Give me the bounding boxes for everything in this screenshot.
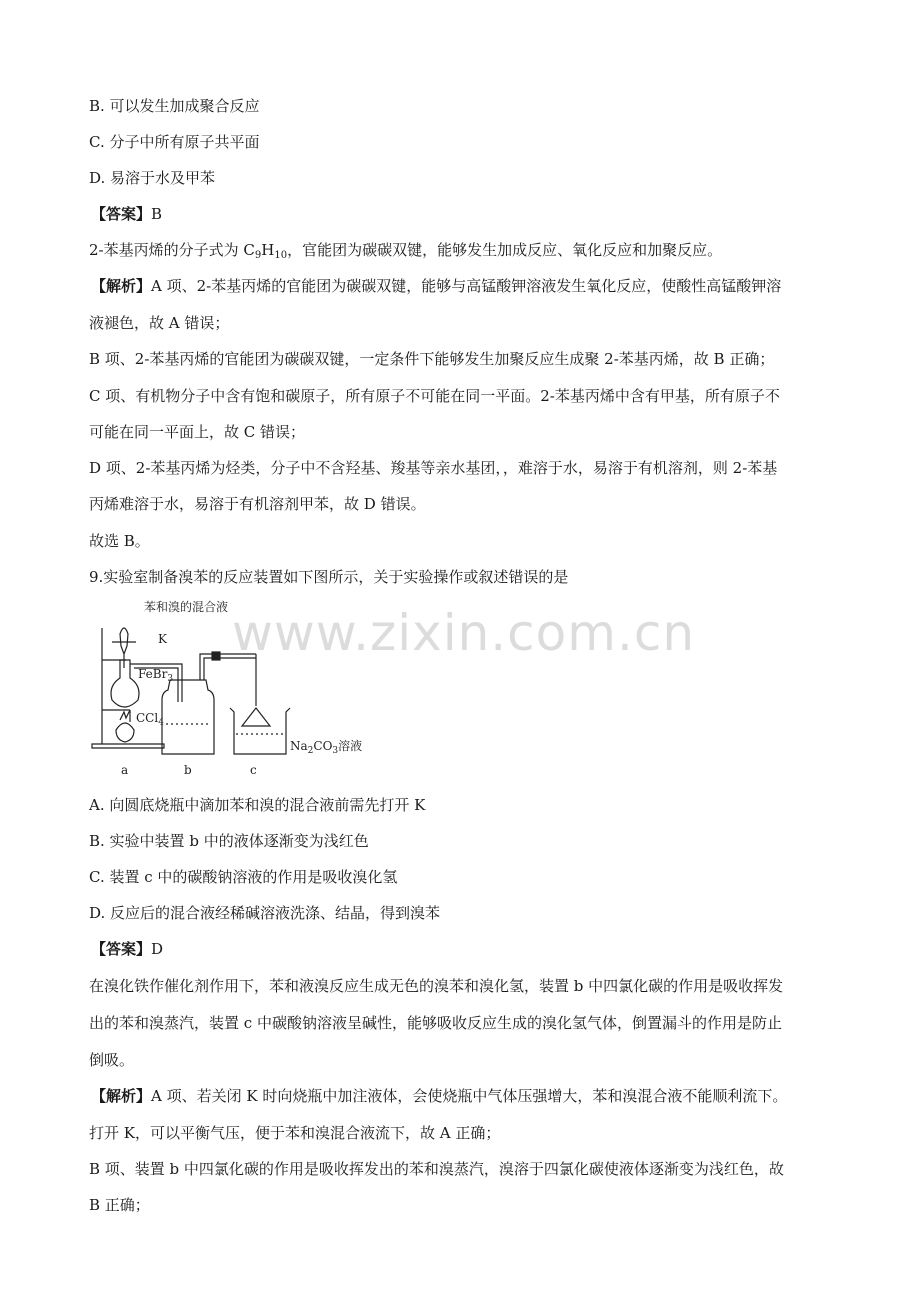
q9-summary-line-2: 出的苯和溴蒸汽，装置 c 中碳酸钠溶液呈碱性，能够吸收反应生成的溴化氢气体，倒置漏斗的作用是防止	[89, 1014, 782, 1032]
label-ccl4: CCl$_4$	[136, 711, 164, 728]
q9-analysis-line-3: B 项、装置 b 中四氯化碳的作用是吸收挥发出的苯和溴蒸汽，溴溶于四氯化碳使液体逐渐变为浅红色，故	[89, 1160, 784, 1178]
subscript: 10	[274, 250, 288, 261]
q8-analysis-line-4: C 项、有机物分子中含有饱和碳原子，所有原子不可能在同一平面。2-苯基丙烯中含有甲基，所有原子不	[89, 387, 780, 405]
q8-conclusion: 故选 B。	[89, 532, 150, 550]
q9-option-c: C. 装置 c 中的碳酸钠溶液的作用是吸收溴化氢	[89, 868, 398, 886]
separatory-funnel	[120, 628, 128, 654]
q9-summary-line-1: 在溴化铁作催化剂作用下，苯和液溴反应生成无色的溴苯和溴化氢，装置 b 中四氯化碳的作用是吸收挥发	[89, 977, 784, 995]
option-b-prev: B. 可以发生加成聚合反应	[89, 97, 260, 115]
answer-tag: 【答案】	[91, 205, 152, 223]
q9-analysis-line-2: 打开 K，可以平衡气压，便于苯和溴混合液流下，故 A 正确；	[89, 1124, 501, 1142]
analysis-tag: 【解析】	[91, 1087, 152, 1105]
label-na2co3: $Na_2CO_3$溶液	[290, 739, 363, 756]
rubber-joint	[212, 652, 220, 660]
analysis-text: A 项、若关闭 K 时向烧瓶中加注液体，会使烧瓶中气体压强增大，苯和溴混合液不能顺利流下。	[151, 1087, 788, 1105]
q8-analysis-line-2: 液褪色，故 A 错误；	[89, 314, 230, 332]
inverted-funnel	[242, 708, 270, 726]
analysis-text: A 项、2-苯基丙烯的官能团为碳碳双键，能够与高锰酸钾溶液发生氧化反应，使酸性高锰酸钾溶	[151, 277, 782, 295]
q9-summary-line-3: 倒吸。	[89, 1051, 135, 1069]
answer-value: D	[151, 940, 164, 958]
q8-analysis-line-1	[91, 276, 781, 296]
q8-analysis-line-7: 丙烯难溶于水，易溶于有机溶剂甲苯，故 D 错误。	[89, 495, 426, 513]
watermark: www.zixin.com.cn	[232, 604, 696, 662]
q8-analysis-line-5: 可能在同一平面上，故 C 错误；	[89, 423, 306, 441]
option-d-prev: D. 易溶于水及甲苯	[89, 169, 216, 187]
label-b: b	[184, 763, 192, 777]
label-febr3: FeBr$_3$	[138, 667, 174, 684]
answer-value: B	[151, 205, 163, 223]
label-c: c	[250, 763, 257, 777]
flame	[120, 710, 130, 722]
alcohol-lamp	[116, 723, 134, 742]
summary-text: ，官能团为碳碳双键，能够发生加成反应、氧化反应和加聚反应。	[287, 241, 723, 259]
q9-analysis-line-4: B 正确；	[89, 1196, 150, 1214]
bottle-b	[162, 680, 214, 754]
label-mix: 苯和溴的混合液	[144, 600, 229, 614]
q9-analysis-line-1	[91, 1086, 787, 1106]
beaker-c	[230, 708, 290, 754]
q9-answer	[91, 939, 163, 959]
q8-answer	[91, 204, 162, 224]
label-a: a	[121, 763, 129, 777]
answer-tag: 【答案】	[91, 940, 152, 958]
q8-analysis-line-3: B 项、2-苯基丙烯的官能团为碳碳双键，一定条件下能够发生加聚反应生成聚 2-苯基丙烯，故 B 正确；	[89, 350, 775, 368]
summary-text: H	[261, 241, 275, 259]
q9-stem: 9.实验室制备溴苯的反应装置如下图所示，关于实验操作或叙述错误的是	[89, 568, 569, 586]
q8-summary	[89, 240, 722, 260]
subscript: 9	[254, 250, 262, 261]
apparatus-figure	[90, 598, 380, 780]
option-c-prev: C. 分子中所有原子共平面	[89, 133, 260, 151]
round-bottom-flask	[111, 660, 139, 707]
analysis-tag: 【解析】	[91, 277, 152, 295]
summary-text: 2-苯基丙烯的分子式为 C	[89, 241, 255, 259]
q9-option-d: D. 反应后的混合液经稀碱溶液洗涤、结晶，得到溴苯	[89, 904, 441, 922]
q9-option-a: A. 向圆底烧瓶中滴加苯和溴的混合液前需先打开 K	[89, 796, 426, 814]
q8-analysis-line-6: D 项、2-苯基丙烯为烃类，分子中不含羟基、羧基等亲水基团，，难溶于水，易溶于有机溶剂，则 2-苯基	[89, 459, 778, 477]
q9-option-b: B. 实验中装置 b 中的液体逐渐变为浅红色	[89, 832, 369, 850]
label-k: K	[158, 632, 167, 646]
tube-bc-inner	[204, 658, 256, 680]
stand-base	[92, 744, 164, 748]
